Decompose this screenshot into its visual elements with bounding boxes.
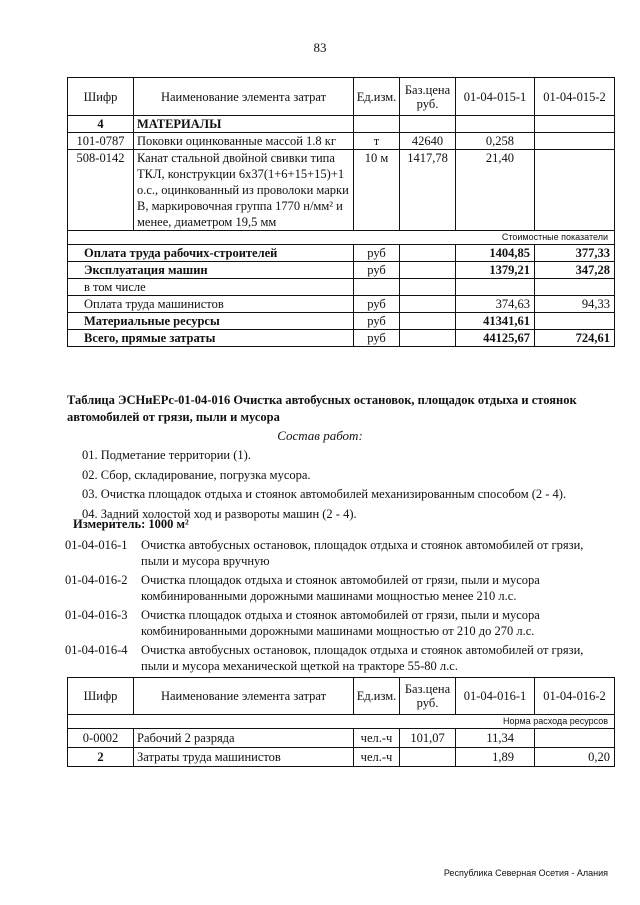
work-list [82, 446, 566, 524]
material-code: 101-0787 [68, 133, 134, 150]
cost-name: Эксплуатация машин [68, 262, 354, 279]
cost-name: Оплата труда машинистов [68, 296, 354, 313]
header-name: Наименование элемента затрат [134, 78, 354, 116]
material-unit: 10 м [354, 150, 400, 231]
variant-desc-line: комбинированными дорожными машинами мощностью от 210 до 270 л.с. [141, 624, 535, 638]
material-name: Поковки оцинкованные массой 1.8 кг [134, 133, 354, 150]
table-title-line: Таблица ЭСНиЕРс-01-04-016 Очистка автобусных остановок, площадок отдыха и стоянок [67, 393, 577, 407]
cost-unit: руб [354, 245, 400, 262]
cost-title-row [68, 231, 615, 245]
material-name-line: Канат стальной двойной свивки типа [137, 151, 335, 165]
resource-unit: чел.-ч [354, 729, 400, 748]
cost-name: в том числе [68, 279, 354, 296]
variant-code: 01-04-016-2 [65, 573, 128, 587]
header-name: Наименование элемента затрат [134, 678, 354, 715]
material-price: 1417,78 [400, 150, 456, 231]
variant-desc-line: комбинированными дорожными машинами мощностью менее 210 л.с. [141, 589, 517, 603]
header-col2: 01-04-016-2 [535, 678, 615, 715]
variant-code: 01-04-016-1 [65, 538, 128, 552]
cost-row [68, 313, 615, 330]
header-col2: 01-04-015-2 [535, 78, 615, 116]
list-item: 02. Сбор, складирование, погрузка мусора. [82, 467, 311, 482]
cost-value-1: 1404,85 [456, 245, 535, 262]
material-code: 508-0142 [68, 150, 134, 231]
header-unit: Ед.изм. [354, 678, 400, 715]
header-code: Шифр [68, 78, 134, 116]
variant-desc-line: пыли и мусора механической щеткой на тракторе 55-80 л.с. [141, 659, 458, 673]
cost-title: Стоимостные показатели [68, 231, 615, 245]
cost-value-2: 94,33 [535, 296, 615, 313]
header-code: Шифр [68, 678, 134, 715]
variant-list [65, 537, 625, 677]
variant-desc-line: пыли и мусора вручную [141, 554, 270, 568]
variant-desc-line: Очистка автобусных остановок, площадок отдыха и стоянок автомобилей от грязи, [141, 538, 584, 552]
material-name [134, 150, 354, 231]
variant-desc [141, 607, 625, 639]
norm-title-row [68, 715, 615, 729]
resource-price [400, 748, 456, 767]
list-item [65, 537, 625, 569]
cost-value-1: 1379,21 [456, 262, 535, 279]
variant-desc-line: Очистка площадок отдыха и стоянок автомобилей от грязи, пыли и мусора [141, 608, 540, 622]
cost-name: Всего, прямые затраты [68, 330, 354, 347]
list-item: 03. Очистка площадок отдыха и стоянок автомобилей механизированным способом (2 - 4). [82, 487, 567, 501]
table-header-row [68, 78, 615, 116]
list-item [65, 607, 625, 639]
resource-value-1: 1,89 [456, 748, 535, 767]
list-item: 04. Задний холостой ход и развороты машин (2 - 4). [82, 506, 357, 521]
cost-row [68, 296, 615, 313]
material-value-1: 21,40 [456, 150, 535, 231]
material-value-1: 0,258 [456, 133, 535, 150]
cost-row [68, 330, 615, 347]
cost-value-1: 44125,67 [456, 330, 535, 347]
material-name-line: В, маркировочная группа 1770 н/мм² и [137, 199, 343, 213]
variant-code: 01-04-016-4 [65, 643, 128, 657]
table-row [68, 133, 615, 150]
table-row [68, 150, 615, 231]
table-title-line: автомобилей от грязи, пыли и мусора [67, 410, 280, 424]
material-name-line: менее, диаметром 19,5 мм [137, 215, 277, 229]
page-number: 83 [313, 40, 327, 55]
table-row [68, 729, 615, 748]
cost-value-2: 377,33 [535, 245, 615, 262]
section-row [68, 116, 615, 133]
cost-name: Оплата труда рабочих-строителей [68, 245, 354, 262]
table-header-row [68, 678, 615, 715]
material-name-line: ТКЛ, конструкции 6х37(1+6+15+15)+1 [137, 167, 345, 181]
resource-name: Рабочий 2 разряда [134, 729, 354, 748]
table-title [67, 392, 617, 426]
variant-desc [141, 642, 625, 674]
resource-value-2: 0,20 [535, 748, 615, 767]
table-row [68, 748, 615, 767]
cost-row [68, 245, 615, 262]
resource-unit: чел.-ч [354, 748, 400, 767]
cost-unit: руб [354, 313, 400, 330]
resource-value-1: 11,34 [456, 729, 535, 748]
resource-name: Затраты труда машинистов [134, 748, 354, 767]
work-composition-title: Состав работ: [277, 428, 363, 443]
cost-value-1: 374,63 [456, 296, 535, 313]
header-col1: 01-04-016-1 [456, 678, 535, 715]
variant-code: 01-04-016-3 [65, 608, 128, 622]
section-code: 4 [68, 116, 134, 133]
list-item [65, 572, 625, 604]
material-unit: т [354, 133, 400, 150]
cost-value-1: 41341,61 [456, 313, 535, 330]
material-name-line: о.с., оцинкованный из проволоки марки [137, 183, 349, 197]
resources-table-015 [67, 77, 615, 347]
variant-desc [141, 537, 625, 569]
cost-row [68, 262, 615, 279]
resource-code: 0-0002 [68, 729, 134, 748]
cost-row [68, 279, 615, 296]
measure-unit: Измеритель: 1000 м² [73, 517, 189, 531]
resource-code: 2 [68, 748, 134, 767]
variant-desc-line: Очистка автобусных остановок, площадок отдыха и стоянок автомобилей от грязи, [141, 643, 584, 657]
cost-unit: руб [354, 330, 400, 347]
resource-value-2 [535, 729, 615, 748]
variant-desc [141, 572, 625, 604]
material-value-2 [535, 150, 615, 231]
resources-table-016 [67, 677, 615, 767]
list-item: 01. Подметание территории (1). [82, 448, 251, 462]
cost-unit: руб [354, 296, 400, 313]
header-price: Баз.цена руб. [400, 678, 456, 715]
cost-name: Материальные ресурсы [68, 313, 354, 330]
footer-region: Республика Северная Осетия - Алания [443, 868, 608, 878]
section-name: МАТЕРИАЛЫ [134, 116, 354, 133]
cost-value-2 [535, 313, 615, 330]
cost-value-2: 724,61 [535, 330, 615, 347]
norm-title: Норма расхода ресурсов [68, 715, 615, 729]
list-item [65, 642, 625, 674]
header-col1: 01-04-015-1 [456, 78, 535, 116]
variant-desc-line: Очистка площадок отдыха и стоянок автомобилей от грязи, пыли и мусора [141, 573, 540, 587]
resource-price: 101,07 [400, 729, 456, 748]
cost-value-2: 347,28 [535, 262, 615, 279]
header-unit: Ед.изм. [354, 78, 400, 116]
header-price: Баз.цена руб. [400, 78, 456, 116]
material-price: 42640 [400, 133, 456, 150]
material-value-2 [535, 133, 615, 150]
cost-unit: руб [354, 262, 400, 279]
